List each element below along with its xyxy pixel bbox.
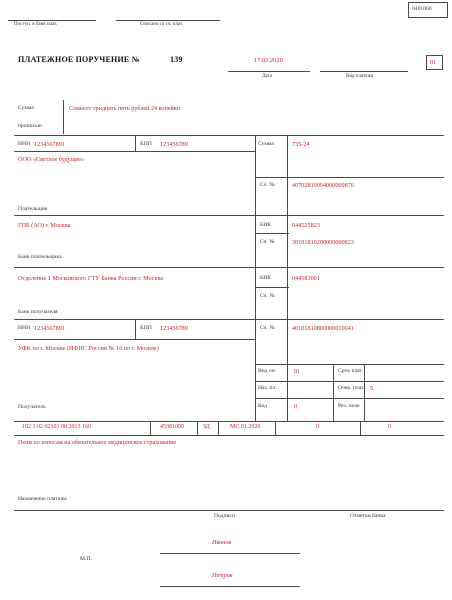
signer-1: Иванов: [212, 539, 232, 546]
grid-line-7: [255, 287, 289, 288]
grid-line-6: [14, 267, 444, 268]
payer-account-label: Сч. №: [260, 182, 275, 188]
kod-value: 0: [294, 403, 298, 410]
rez-label: Рез. поле: [338, 403, 360, 409]
payer-bank-corr: 30101810200000000823: [292, 239, 354, 246]
grid-line-15: [14, 510, 444, 511]
grid-line-9: [14, 339, 255, 340]
tax-v-3: [218, 421, 219, 435]
received-line: [8, 20, 96, 21]
payer-inn: 1234567891: [34, 141, 65, 148]
purpose-label: Назначение платежа: [18, 496, 67, 502]
payer-bank-bik: 044525823: [292, 222, 320, 229]
naz-pl-label: Наз. пл.: [258, 385, 277, 391]
payer-sum: 735-24: [292, 141, 310, 148]
recipient-inn: 1234567891: [34, 325, 65, 332]
debited-label: Списано со сч. плат.: [140, 22, 184, 27]
recipient-account: 40101810800000010041: [292, 325, 354, 332]
stamp-label: М.П.: [80, 556, 92, 562]
payer-bank-name: ГПБ (АО) г. Москва: [18, 222, 71, 229]
amount-words-value: Семьсот тридцать пять рублей 24 копейки: [69, 105, 181, 112]
grid-line-8: [14, 319, 444, 320]
signature-line-2: [160, 586, 300, 587]
grid-line-11: [255, 381, 444, 382]
recipient-bank-bik-label: БИК: [260, 275, 271, 281]
order-number: 139: [170, 55, 183, 64]
received-label: Поступ. в банк плат.: [14, 22, 58, 27]
vid-op-value: 01: [294, 368, 301, 375]
date-line: [228, 71, 310, 72]
grid-line-12: [255, 398, 444, 399]
amount-words-divider: [63, 100, 64, 134]
payer-bank-role-label: Банк плательщика: [18, 254, 62, 260]
recipient-role-label: Получатель: [18, 404, 46, 410]
grid-line-5: [255, 233, 289, 234]
grid-v-kpp: [135, 135, 136, 151]
signatures-label: Подписи: [214, 513, 235, 519]
ocher-label: Очер. плат.: [338, 385, 365, 391]
page-title: ПЛАТЕЖНОЕ ПОРУЧЕНИЕ №: [18, 55, 140, 64]
grid-v-kpp-2: [135, 319, 136, 339]
recipient-name: УФК по г. Москве (ИФНС России № 16 по г. Москве): [18, 345, 159, 352]
grid-line-4: [14, 215, 444, 216]
tax-v-1: [150, 421, 151, 435]
amount-words-label-2: прописью: [18, 123, 42, 129]
payer-bank-corr-label: Сч. №: [260, 239, 275, 245]
payer-name: ООО «Светлое будущее»: [18, 156, 85, 163]
recipient-inn-label: ИНН: [18, 325, 31, 331]
status-value: 01: [430, 60, 436, 66]
tax-period: МС.01.2020: [230, 424, 261, 430]
tax-kbk: 182 1 02 02101 08 2013 160: [22, 424, 91, 430]
vid-op-label: Вид оп.: [258, 368, 277, 374]
debited-line: [116, 20, 220, 21]
amount-words-label-1: Сумма: [18, 105, 34, 111]
kod-label: Код: [258, 403, 267, 409]
order-date: 17.02.2020: [254, 57, 283, 64]
tax-basis: ЗД: [203, 424, 210, 430]
payer-kpp: 123456789: [160, 141, 188, 148]
recipient-bank-name: Отделение 1 Московского ГТУ Банка России г. Москва: [18, 275, 164, 282]
ocher-value: 5: [370, 385, 374, 392]
bank-marks-label: Отметки банка: [350, 513, 386, 519]
grid-line-10: [255, 364, 444, 365]
payer-role-label: Плательщик: [18, 206, 48, 212]
grid-line-2: [14, 151, 255, 152]
grid-v-op: [333, 364, 334, 421]
grid-line-1: [14, 135, 444, 136]
recipient-bank-role-label: Банк получателя: [18, 309, 58, 315]
tax-doc-date: 0: [388, 424, 391, 430]
tax-v-2: [197, 421, 198, 435]
tax-oktmo: 45381000: [160, 424, 184, 430]
form-code: 0401060: [412, 6, 432, 12]
recipient-account-label: Сч. №: [260, 325, 275, 331]
payer-bank-bik-label: БИК: [260, 222, 271, 228]
payer-sum-label: Сумма: [258, 141, 274, 147]
grid-line-3: [255, 177, 444, 178]
recipient-kpp: 123456789: [160, 325, 188, 332]
signature-line-1: [160, 553, 300, 554]
purpose-text: Пени по взносам на обязательное медицинское страхование: [18, 439, 177, 446]
grid-v-op-2: [364, 364, 365, 421]
tax-v-4: [275, 421, 276, 435]
tax-doc-number: 0: [316, 424, 319, 430]
tax-v-5: [360, 421, 361, 435]
recipient-bank-bik: 044583001: [292, 275, 320, 282]
grid-line-13: [14, 421, 444, 422]
signer-2: Петров: [212, 572, 233, 579]
recipient-kpp-label: КПП: [140, 325, 152, 331]
grid-line-14: [14, 435, 444, 436]
payer-kpp-label: КПП: [140, 141, 152, 147]
type-line: [320, 71, 408, 72]
date-label: Дата: [262, 74, 272, 79]
srok-label: Срок плат.: [338, 368, 363, 374]
payer-inn-label: ИНН: [18, 141, 31, 147]
recipient-bank-corr-label: Сч. №: [260, 293, 275, 299]
payer-account: 40702810094000009876: [292, 182, 354, 189]
type-label: Вид платежа: [346, 74, 374, 79]
